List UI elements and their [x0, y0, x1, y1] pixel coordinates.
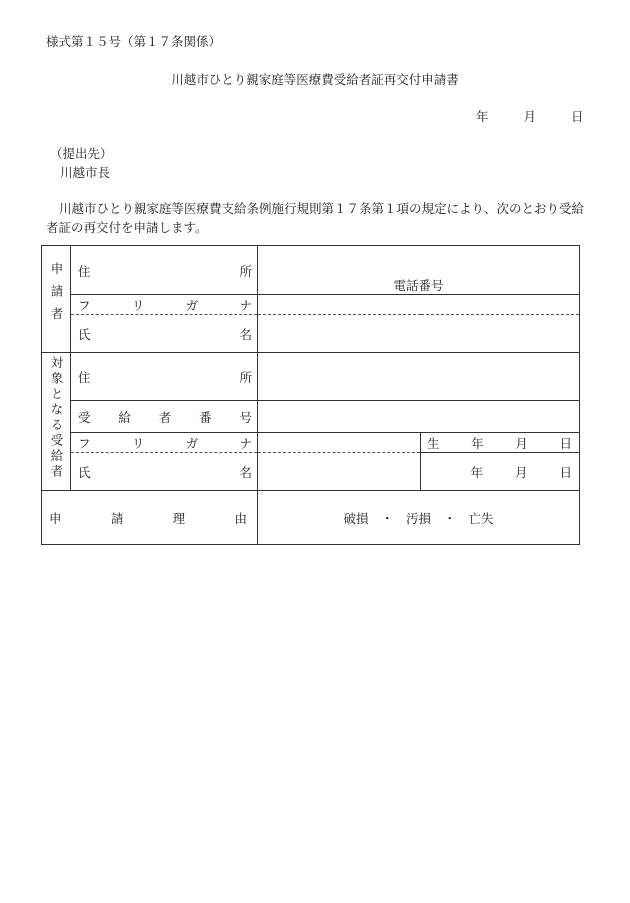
document-title: 川越市ひとり親家庭等医療費受給者証再交付申請書 — [171, 72, 459, 87]
applicant-section-label: 申請者 — [42, 246, 71, 353]
subject-address-field[interactable] — [258, 353, 580, 401]
applicant-address-field[interactable] — [258, 246, 580, 295]
addressee-heading: （提出先） — [50, 146, 113, 161]
form-number: 様式第１５号（第１７条関係） — [46, 34, 222, 49]
application-statement: 川越市ひとり親家庭等医療費支給条例施行規則第１７条第１項の規定により、次のとおり受給者証の再交付を申請します。 — [46, 201, 585, 235]
submission-date — [476, 107, 583, 125]
subject-furigana-label: フ リ ガ ナ — [71, 433, 258, 453]
date-day: 日 — [570, 109, 584, 124]
subject-name-field[interactable] — [258, 453, 421, 491]
applicant-name-field[interactable] — [258, 315, 580, 353]
subject-address-label: 住 所 — [71, 353, 258, 401]
phone-label: 電話番号 — [393, 278, 444, 293]
subject-section-label: 対象となる受給者 — [42, 353, 71, 491]
applicant-name-label: 氏 名 — [71, 315, 258, 353]
reason-label: 申 請 理 由 — [42, 491, 258, 545]
date-year: 年 — [476, 109, 489, 124]
recipient-number-field[interactable] — [258, 401, 580, 433]
applicant-furigana-field[interactable] — [258, 295, 580, 315]
date-month: 月 — [523, 109, 536, 124]
subject-name-label: 氏 名 — [71, 453, 258, 491]
recipient-number-label: 受 給 者 番 号 — [71, 401, 258, 433]
birth-date-field[interactable]: 年 月 日 — [421, 453, 580, 491]
birth-date-label: 生 年 月 日 — [421, 433, 580, 453]
applicant-address-label: 住 所 — [71, 246, 258, 295]
application-form-table — [41, 245, 580, 545]
reason-options[interactable]: 破損 ・ 汚損 ・ 亡失 — [258, 491, 580, 545]
applicant-furigana-label: フ リ ガ ナ — [71, 295, 258, 315]
addressee-name: 川越市長 — [60, 165, 111, 180]
subject-furigana-field[interactable] — [258, 433, 421, 453]
